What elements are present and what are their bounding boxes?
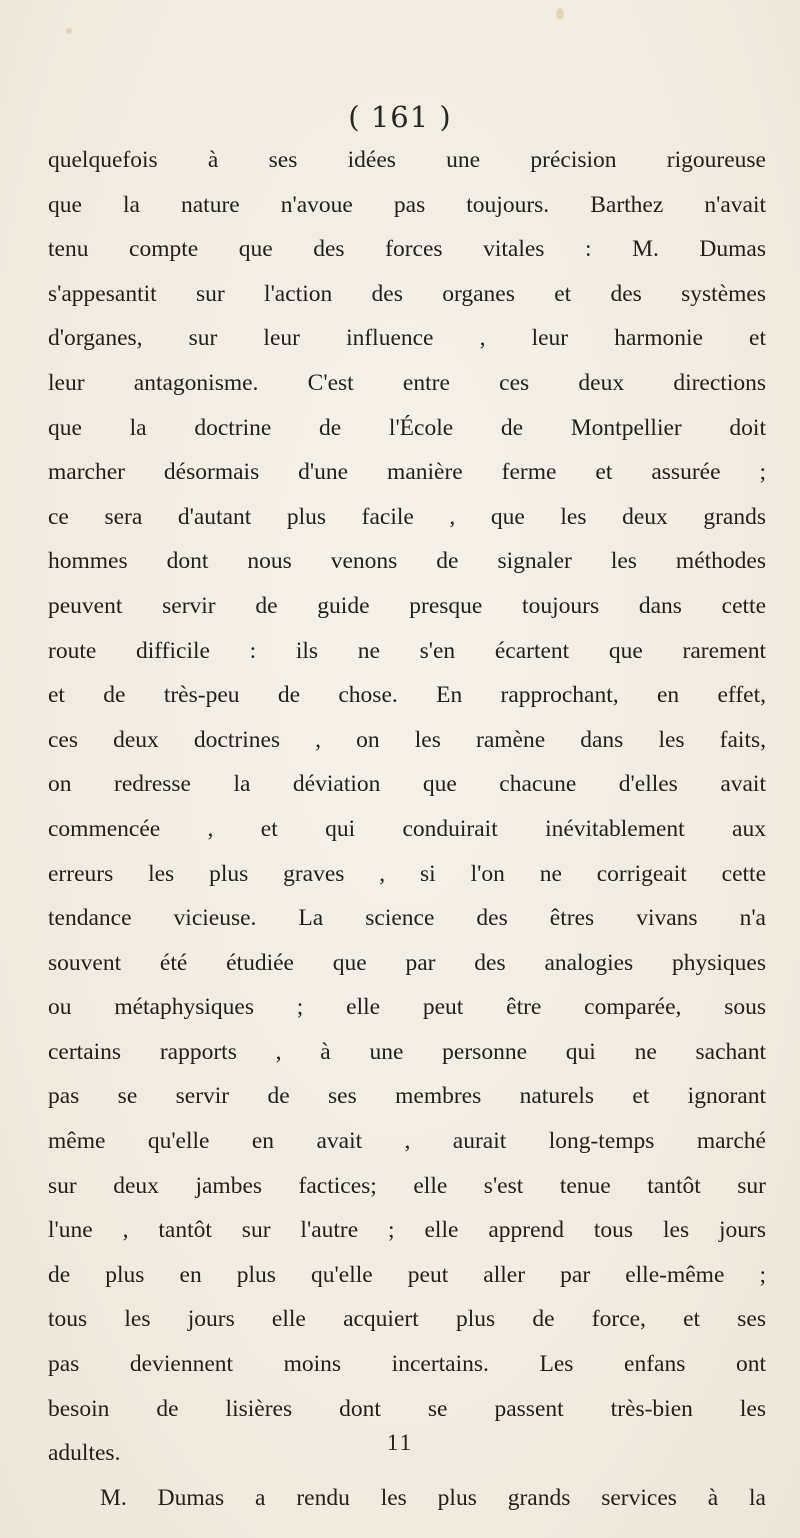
- text-line: adultes.: [48, 1440, 121, 1467]
- text-line: de plus en plus qu'elle peut aller par elle-même ;: [48, 1261, 766, 1288]
- text-line: tenu compte que des forces vitales : M. Dumas: [48, 236, 766, 263]
- text-line: pas deviennent moins incertains. Les enfans ont: [48, 1351, 766, 1378]
- text-line: certains rapports , à une personne qui ne sachant: [48, 1038, 766, 1065]
- text-line: ces deux doctrines , on les ramène dans les faits,: [48, 726, 766, 753]
- text-line: que la nature n'avoue pas toujours. Barthez n'avait: [48, 191, 766, 218]
- text-line: erreurs les plus graves , si l'on ne corrigeait cette: [48, 860, 766, 887]
- text-line: marcher désormais d'une manière ferme et assurée ;: [48, 459, 766, 486]
- signature-mark: 11: [386, 1430, 414, 1455]
- text-line: ou métaphysiques ; elle peut être comparée, sous: [48, 994, 766, 1021]
- text-line: l'une , tantôt sur l'autre ; elle apprend tous les jours: [48, 1217, 766, 1244]
- paper-stain: [556, 8, 564, 20]
- body-text: [48, 138, 766, 1520]
- text-line: d'organes, sur leur influence , leur harmonie et: [48, 325, 766, 352]
- text-line: besoin de lisières dont se passent très-bien les: [48, 1395, 766, 1422]
- text-line: que la doctrine de l'École de Montpellier doit: [48, 414, 766, 441]
- text-line: tendance vicieuse. La science des êtres vivans n'a: [48, 905, 766, 932]
- text-line: même qu'elle en avait , aurait long-temps marché: [48, 1128, 766, 1155]
- paper-stain: [66, 28, 72, 34]
- text-line: commencée , et qui conduirait inévitablement aux: [48, 815, 766, 842]
- text-line: M. Dumas a rendu les plus grands services à la: [100, 1484, 766, 1511]
- text-line: peuvent servir de guide presque toujours dans cette: [48, 592, 766, 619]
- text-line: et de très-peu de chose. En rapprochant, en effet,: [48, 682, 766, 709]
- page-number: ( 161 ): [348, 100, 452, 134]
- text-line: hommes dont nous venons de signaler les méthodes: [48, 548, 766, 575]
- text-line: route difficile : ils ne s'en écartent que rarement: [48, 637, 766, 664]
- text-line: quelquefois à ses idées une précision rigoureuse: [48, 147, 766, 173]
- text-line: souvent été étudiée que par des analogies physiques: [48, 949, 766, 976]
- text-line: ce sera d'autant plus facile , que les deux grands: [48, 503, 766, 530]
- text-line: on redresse la déviation que chacune d'elles avait: [48, 771, 766, 798]
- text-line: pas se servir de ses membres naturels et ignorant: [48, 1083, 766, 1110]
- text-line: leur antagonisme. C'est entre ces deux directions: [48, 369, 766, 396]
- text-line: tous les jours elle acquiert plus de force, et ses: [48, 1306, 766, 1333]
- text-line: s'appesantit sur l'action des organes et des systèmes: [48, 280, 766, 307]
- text-line: sur deux jambes factices; elle s'est tenue tantôt sur: [48, 1172, 766, 1199]
